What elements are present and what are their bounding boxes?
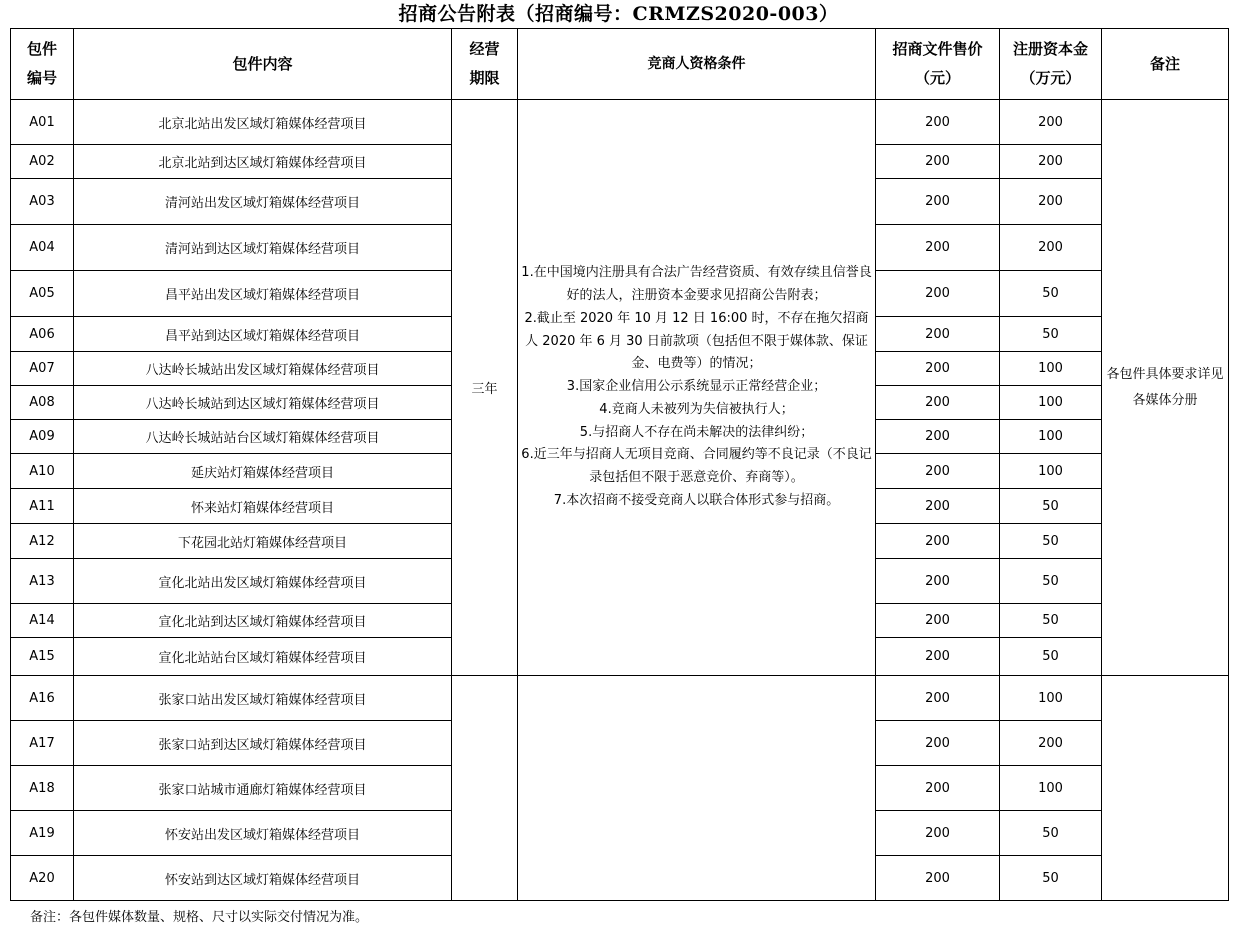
doc-price: 200 bbox=[876, 454, 1000, 489]
package-content: 北京北站出发区域灯箱媒体经营项目 bbox=[74, 100, 452, 145]
qualification-conditions-empty bbox=[518, 676, 876, 901]
doc-price: 200 bbox=[876, 489, 1000, 524]
registered-capital: 50 bbox=[1000, 604, 1102, 638]
package-code: A18 bbox=[11, 766, 74, 811]
package-content: 怀来站灯箱媒体经营项目 bbox=[74, 489, 452, 524]
registered-capital: 200 bbox=[1000, 721, 1102, 766]
doc-price: 200 bbox=[876, 386, 1000, 420]
package-content: 宣化北站出发区域灯箱媒体经营项目 bbox=[74, 559, 452, 604]
registered-capital: 100 bbox=[1000, 420, 1102, 454]
footnote: 备注：各包件媒体数量、规格、尺寸以实际交付情况为准。 bbox=[30, 910, 369, 925]
header-term: 经营 期限 bbox=[452, 29, 518, 100]
registered-capital: 50 bbox=[1000, 559, 1102, 604]
package-code: A01 bbox=[11, 100, 74, 145]
registered-capital: 100 bbox=[1000, 766, 1102, 811]
doc-price: 200 bbox=[876, 811, 1000, 856]
page-title: 招商公告附表（招商编号：CRMZS2020-003） bbox=[398, 3, 839, 25]
registered-capital: 50 bbox=[1000, 317, 1102, 352]
package-content: 张家口站到达区域灯箱媒体经营项目 bbox=[74, 721, 452, 766]
package-content: 张家口站出发区域灯箱媒体经营项目 bbox=[74, 676, 452, 721]
package-content: 清河站到达区域灯箱媒体经营项目 bbox=[74, 225, 452, 271]
header-qualification: 竞商人资格条件 bbox=[518, 29, 876, 100]
package-code: A08 bbox=[11, 386, 74, 420]
registered-capital: 50 bbox=[1000, 271, 1102, 317]
doc-price: 200 bbox=[876, 604, 1000, 638]
remark-cell-empty bbox=[1102, 676, 1229, 901]
qualification-item: 3.国家企业信用公示系统显示正常经营企业； bbox=[566, 379, 827, 395]
doc-price: 200 bbox=[876, 856, 1000, 901]
registered-capital: 100 bbox=[1000, 454, 1102, 489]
package-content: 八达岭长城站出发区域灯箱媒体经营项目 bbox=[74, 352, 452, 386]
table-row bbox=[11, 676, 1229, 721]
header-capital: 注册资本金 （万元） bbox=[1000, 29, 1102, 100]
registered-capital: 50 bbox=[1000, 638, 1102, 676]
package-content: 宣化北站到达区域灯箱媒体经营项目 bbox=[74, 604, 452, 638]
package-code: A19 bbox=[11, 811, 74, 856]
package-code: A15 bbox=[11, 638, 74, 676]
qualification-item: 6.近三年与招商人无项目竞商、合同履约等不良记录（不良记录包括但不限于恶意竞价、弃商等）。 bbox=[521, 447, 872, 486]
package-code: A04 bbox=[11, 225, 74, 271]
header-row bbox=[11, 29, 1229, 100]
package-code: A17 bbox=[11, 721, 74, 766]
package-content: 怀安站到达区域灯箱媒体经营项目 bbox=[74, 856, 452, 901]
package-content: 八达岭长城站站台区域灯箱媒体经营项目 bbox=[74, 420, 452, 454]
package-content: 昌平站出发区域灯箱媒体经营项目 bbox=[74, 271, 452, 317]
package-code: A07 bbox=[11, 352, 74, 386]
package-code: A09 bbox=[11, 420, 74, 454]
doc-price: 200 bbox=[876, 317, 1000, 352]
registered-capital: 100 bbox=[1000, 352, 1102, 386]
package-content: 下花园北站灯箱媒体经营项目 bbox=[74, 524, 452, 559]
registered-capital: 200 bbox=[1000, 179, 1102, 225]
bid-package-table bbox=[10, 28, 1229, 901]
registered-capital: 50 bbox=[1000, 524, 1102, 559]
header-content: 包件内容 bbox=[74, 29, 452, 100]
registered-capital: 100 bbox=[1000, 676, 1102, 721]
header-remark: 备注 bbox=[1102, 29, 1229, 100]
package-code: A14 bbox=[11, 604, 74, 638]
doc-price: 200 bbox=[876, 766, 1000, 811]
package-code: A10 bbox=[11, 454, 74, 489]
package-content: 昌平站到达区域灯箱媒体经营项目 bbox=[74, 317, 452, 352]
package-content: 八达岭长城站到达区域灯箱媒体经营项目 bbox=[74, 386, 452, 420]
doc-price: 200 bbox=[876, 225, 1000, 271]
package-content: 张家口站城市通廊灯箱媒体经营项目 bbox=[74, 766, 452, 811]
package-content: 宣化北站站台区域灯箱媒体经营项目 bbox=[74, 638, 452, 676]
package-content: 北京北站到达区域灯箱媒体经营项目 bbox=[74, 145, 452, 179]
doc-price: 200 bbox=[876, 676, 1000, 721]
doc-price: 200 bbox=[876, 179, 1000, 225]
qualification-conditions bbox=[518, 100, 876, 676]
registered-capital: 50 bbox=[1000, 856, 1102, 901]
doc-price: 200 bbox=[876, 559, 1000, 604]
qualification-item: 5.与招商人不存在尚未解决的法律纠纷； bbox=[579, 424, 814, 440]
doc-price: 200 bbox=[876, 271, 1000, 317]
qualification-item: 1.在中国境内注册具有合法广告经营资质、有效存续且信誉良好的法人，注册资本金要求见招商公告附表； bbox=[521, 265, 872, 303]
doc-price: 200 bbox=[876, 100, 1000, 145]
qualification-item: 4.竞商人未被列为失信被执行人； bbox=[599, 401, 794, 417]
registered-capital: 200 bbox=[1000, 145, 1102, 179]
package-code: A03 bbox=[11, 179, 74, 225]
package-code: A13 bbox=[11, 559, 74, 604]
operating-term: 三年 bbox=[452, 100, 518, 676]
header-code: 包件 编号 bbox=[11, 29, 74, 100]
doc-price: 200 bbox=[876, 352, 1000, 386]
package-code: A16 bbox=[11, 676, 74, 721]
remark-cell: 各包件具体要求详见各媒体分册 bbox=[1102, 100, 1229, 676]
package-content: 清河站出发区域灯箱媒体经营项目 bbox=[74, 179, 452, 225]
qualification-item: 7.本次招商不接受竞商人以联合体形式参与招商。 bbox=[553, 493, 840, 509]
doc-price: 200 bbox=[876, 524, 1000, 559]
package-code: A20 bbox=[11, 856, 74, 901]
registered-capital: 200 bbox=[1000, 225, 1102, 271]
qualification-item: 2.截止至 2020 年 10 月 12 日 16:00 时，不存在拖欠招商人 2020 年 6 月 30 日前款项（包括但不限于媒体款、保证金、电费等）的情况； bbox=[524, 310, 869, 372]
package-code: A06 bbox=[11, 317, 74, 352]
doc-price: 200 bbox=[876, 638, 1000, 676]
package-code: A12 bbox=[11, 524, 74, 559]
registered-capital: 100 bbox=[1000, 386, 1102, 420]
package-code: A05 bbox=[11, 271, 74, 317]
registered-capital: 50 bbox=[1000, 489, 1102, 524]
package-content: 延庆站灯箱媒体经营项目 bbox=[74, 454, 452, 489]
header-doc-price: 招商文件售价 （元） bbox=[876, 29, 1000, 100]
package-code: A11 bbox=[11, 489, 74, 524]
doc-price: 200 bbox=[876, 145, 1000, 179]
registered-capital: 200 bbox=[1000, 100, 1102, 145]
operating-term-empty bbox=[452, 676, 518, 901]
package-code: A02 bbox=[11, 145, 74, 179]
package-content: 怀安站出发区域灯箱媒体经营项目 bbox=[74, 811, 452, 856]
table-row bbox=[11, 100, 1229, 145]
doc-price: 200 bbox=[876, 721, 1000, 766]
doc-price: 200 bbox=[876, 420, 1000, 454]
registered-capital: 50 bbox=[1000, 811, 1102, 856]
